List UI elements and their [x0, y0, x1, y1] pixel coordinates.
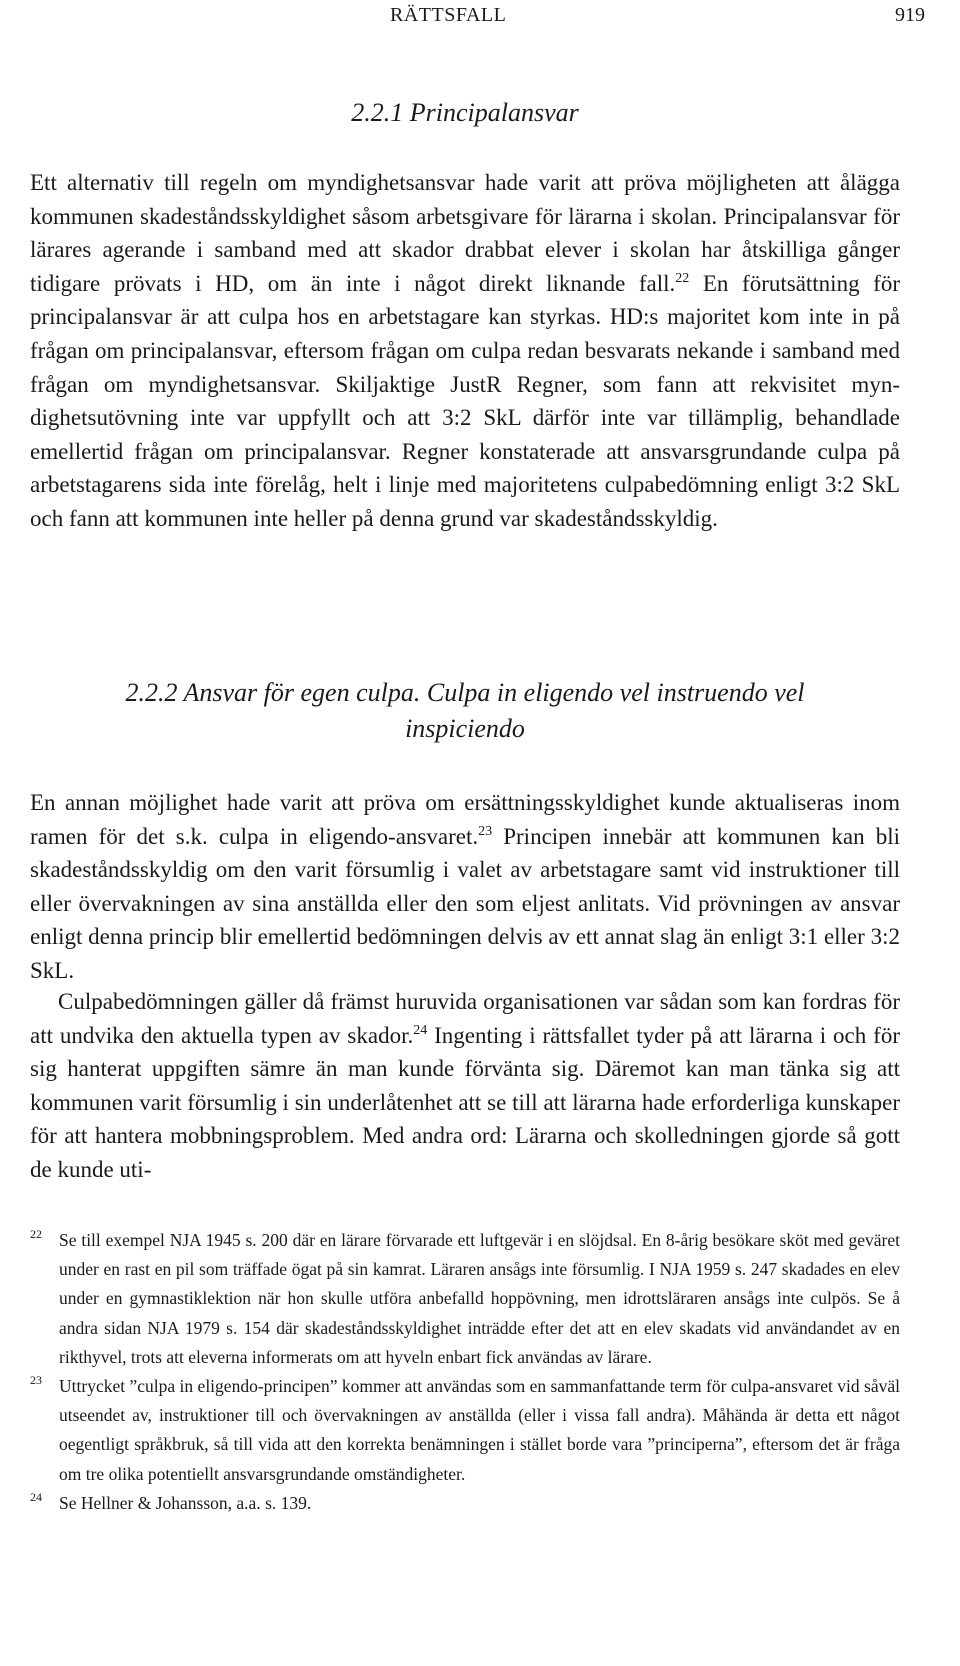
page-number: 919 [895, 4, 925, 26]
footnote-number: 23 [30, 1373, 42, 1388]
footnote-number: 22 [30, 1227, 42, 1241]
paragraph-text: Ingenting i rättsfallet tyder på att lärarna i och för sig hanterat uppgiften sämre än man kunde förvänta sig. Däremot kan man tänka sig att kommunen varit försumlig i sin underlåtenhet att se till att lärarna hade erforderliga kunskaper för att hantera mobbningsproblem. Med andra ord: Lärarna och skolledningen gjorde så gott de kunde uti- [30, 1022, 900, 1182]
footnote-22 [30, 1226, 900, 1372]
paragraph-culpabedomningen [30, 985, 900, 1187]
footnote-ref-23[interactable]: 23 [478, 823, 493, 839]
footnote-ref-24[interactable]: 24 [413, 1022, 428, 1038]
footnote-number: 24 [30, 1489, 42, 1504]
running-header [0, 4, 960, 34]
section-heading-egen-culpa [30, 675, 900, 747]
footnote-24 [30, 1489, 900, 1518]
footnotes [30, 1226, 900, 1518]
paragraph-text: Principen innebär att kommunen kan bli skadeståndsskyldig om den varit försumlig i valet av arbetstagare samt vid instruktioner till eller övervakningen av sina anställda eller den som eljest anlitats. Vid prövningen av ansvar enligt denna princip blir emellertid bedömningen delvis av ett annat slag än enligt 3:1 eller 3:2 SkL. [30, 823, 900, 983]
footnote-text: Uttrycket ”culpa in eligendo-principen” kommer att användas som en sammanfattande term för culpa-ansvaret vid såväl utseendet av, instruktioner till och övervakningen av anställda (eller i vissa fall andra). Måhända är detta ett något oegentligt språkbruk, så till vida att den korrekta benämningen i stället borde vara ”principerna”, eftersom det är fråga om tre olika potentiellt ansvarsgrundande omständigheter. [59, 1376, 900, 1484]
paragraph-principalansvar [30, 166, 900, 536]
footnote-text: Se till exempel NJA 1945 s. 200 där en lärare förvarade ett luftgevär i en slöjdsal. En 8-årig besökare sköt med geväret under en rast en pil som träffade ögat på sin kamrat. Läraren ansågs inte försumlig. I NJA 1959 s. 247 skadades en elev under en gymnastiklektion när hon skulle utföra anbefalld hoppövning, men idrottsläraren ansågs inte culpös. Se å andra sidan NJA 1979 s. 154 där skadeståndsskyldighet inträdde efter det att en elev skadats vid användandet av en rikthyvel, trots att eleverna informerats om att hyveln enbart fick användas av lärare. [59, 1230, 900, 1367]
paragraph-text: Ett alternativ till regeln om myndighetsansvar hade varit att pröva möjligheten att ålägga kommunen skadeståndsskyldighet såsom arbetsgivare för lärarna i skolan. Principalansvar för lärares agerande i samband med att skador drabbat elever i skolan har åtskilliga gånger tidigare prövats i HD, om än inte i något direkt liknande fall. [30, 170, 900, 296]
heading-line: inspiciendo [405, 714, 525, 743]
heading-line: 2.2.2 Ansvar för egen culpa. Culpa in eligendo vel instruendo vel [125, 678, 805, 707]
paragraph-text: Culpabedömningen gäller då främst huruvida organisationen var sådan som kan fordras för att undvika den aktuella typen av skador. [30, 989, 900, 1048]
paragraph-culpa-in-eligendo [30, 786, 900, 988]
footnote-ref-22[interactable]: 22 [675, 270, 690, 286]
paragraph-text: En annan möjlighet hade varit att pröva om ersättningsskyldighet kunde aktualiseras inom ramen för det s.k. culpa in eligendo-ansvaret. [30, 790, 900, 849]
footnote-text: Se Hellner & Johansson, a.a. s. 139. [59, 1492, 312, 1513]
footnote-23 [30, 1372, 900, 1489]
running-title: RÄTTSFALL [390, 4, 507, 26]
section-heading-principalansvar: 2.2.1 Principalansvar [351, 98, 579, 127]
paragraph-text: En förutsättning för principalansvar är att culpa hos en arbetstagare kan styrkas. HD:s majoritet kom inte in på frågan om principalansvar, eftersom frågan om culpa redan besvarats nekande i samband med frågan om myndighetsansvar. Skiljaktige JustR Regner, som fann att rekvisitet myndighetsutövning inte var uppfyllt och att 3:2 SkL därför inte var tillämplig, behandlade emellertid frågan om principalansvar. Regner konstaterade att ansvarsgrundande culpa på arbetstagarens sida inte förelåg, helt i linje med majoritetens culpabedömning enligt 3:2 SkL och fann att kommunen inte heller på denna grund var skadeståndsskyldig. [30, 270, 900, 531]
